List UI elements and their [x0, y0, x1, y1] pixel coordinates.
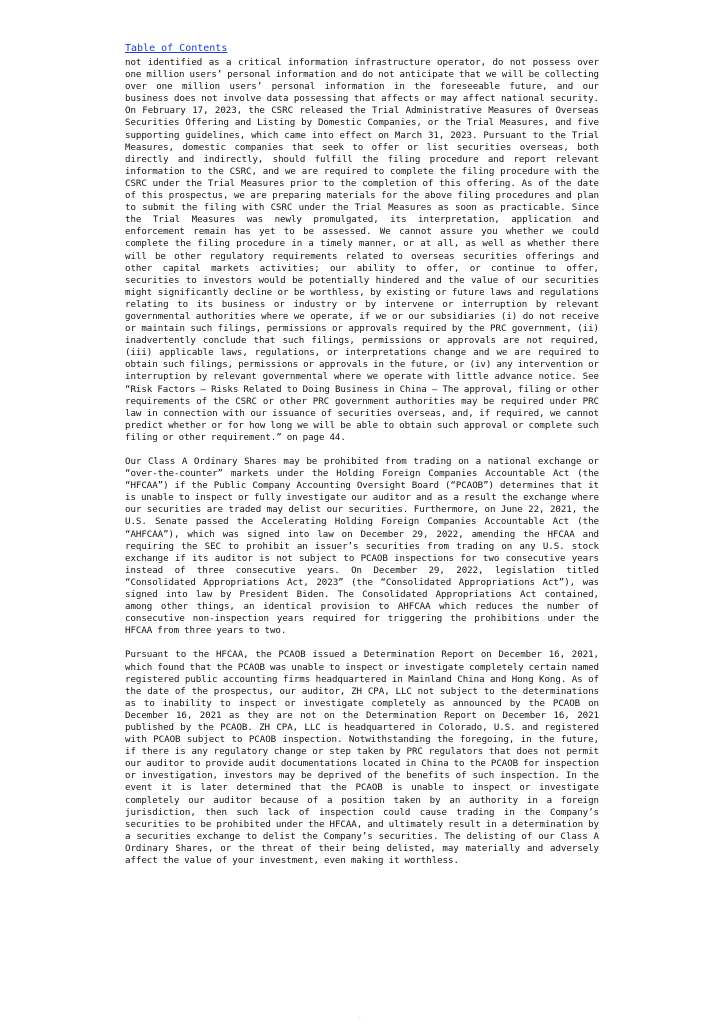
document-page — [125, 42, 599, 867]
paragraph-csrc-filing: not identified as a critical information infrastructure operator, do not possess over one million users’ personal information and do not anticipate that we will be collecting over one million users’ personal information in the foreseeable future, and our business does not involve data possessing that affects or may affect national security. On February 17, 2023, the CSRC released the Trial Administrative Measures of Overseas Securities Offering and Listing by Domestic Companies, or the Trial Measures, and five supporting guidelines, which came into effect on March 31, 2023. Pursuant to the Trial Measures, domestic companies that seek to offer or list securities overseas, both directly and indirectly, should fulfill the filing procedure and report relevant information to the CSRC, and we are required to complete the filing procedure with the CSRC under the Trial Measures prior to the completion of this offering. As of the date of this prospectus, we are preparing materials for the above filing procedures and plan to submit the filing with CSRC under the Trial Measures as soon as practicable. Since the Trial Measures was newly promulgated, its interpretation, application and enforcement remain has yet to be assessed. We cannot assure you whether we could complete the filing procedure in a timely manner, or at all, as well as whether there will be other regulatory requirements related to overseas securities offerings and other capital markets activities; our ability to offer, or continue to offer, securities to investors would be potentially hindered and the value of our securities might significantly decline or be worthless, by existing or future laws and regulations relating to its business or industry or by intervene or interruption by relevant governmental authorities where we operate, if we or our subsidiaries (i) do not receive or maintain such filings, permissions or approvals required by the PRC government, (ii) inadvertently conclude that such filings, permissions or approvals are not required, (iii) applicable laws, regulations, or interpretations change and we are required to obtain such filings, permissions or approvals in the future, or (iv) any intervention or interruption by relevant governmental where we operate with little advance notice. See “Risk Factors — Risks Related to Doing Business in China — The approval, filing or other requirements of the CSRC or other PRC government authorities may be required under PRC law in connection with our issuance of securities overseas, and, if required, we cannot predict whether or for how long we will be able to obtain such approval or complete such filing or other requirement.” on page 44. — [125, 58, 599, 443]
paragraph-hfcaa-delisting: Our Class A Ordinary Shares may be prohibited from trading on a national exchange or “over-the-counter” markets under the Holding Foreign Companies Accountable Act (the “HFCAA”) if the Public Company Accounting Oversight Board (“PCAOB”) determines that it is unable to inspect or fully investigate our auditor and as a result the exchange where our securities are traded may delist our securities. Furthermore, on June 22, 2021, the U.S. Senate passed the Accelerating Holding Foreign Companies Accountable Act (the “AHFCAA”), which was signed into law on December 29, 2022, amending the HFCAA and requiring the SEC to prohibit an issuer’s securities from trading on any U.S. stock exchange if its auditor is not subject to PCAOB inspections for two consecutive years instead of three consecutive years. On December 29, 2022, legislation titled “Consolidated Appropriations Act, 2023” (the “Consolidated Appropriations Act”), was signed into law by President Biden. The Consolidated Appropriations Act contained, among other things, an identical provision to AHFCAA which reduces the number of consecutive non-inspection years required for triggering the prohibitions under the HFCAA from three years to two. — [125, 457, 599, 637]
paragraph-pcaob-determination: Pursuant to the HFCAA, the PCAOB issued a Determination Report on December 16, 2021, which found that the PCAOB was unable to inspect or investigate completely certain named registered public accounting firms headquartered in Mainland China and Hong Kong. As of the date of the prospectus, our auditor, ZH CPA, LLC not subject to the determinations as to inability to inspect or investigate completely as announced by the PCAOB on December 16, 2021 as they are not on the Determination Report on December 16, 2021 published by the PCAOB. ZH CPA, LLC is headquartered in Colorado, U.S. and registered with PCAOB subject to PCAOB inspection. Notwithstanding the foregoing, in the future, if there is any regulatory change or step taken by PRC regulators that does not permit our auditor to provide audit documentations located in China to the PCAOB for inspection or investigation, investors may be deprived of the benefits of such inspection. In the event it is later determined that the PCAOB is unable to inspect or investigate completely our auditor because of a position taken by an authority in a foreign jurisdiction, then such lack of inspection could cause trading in the Company’s securities to be prohibited under the HFCAA, and ultimately result in a determination by a securities exchange to delist the Company’s securities. The delisting of our Class A Ordinary Shares, or the threat of their being delisted, may materially and adversely affect the value of your investment, even making it worthless. — [125, 650, 599, 866]
page-footer-mark: · — [358, 1014, 362, 1021]
table-of-contents-link[interactable]: Table of Contents — [125, 43, 228, 54]
